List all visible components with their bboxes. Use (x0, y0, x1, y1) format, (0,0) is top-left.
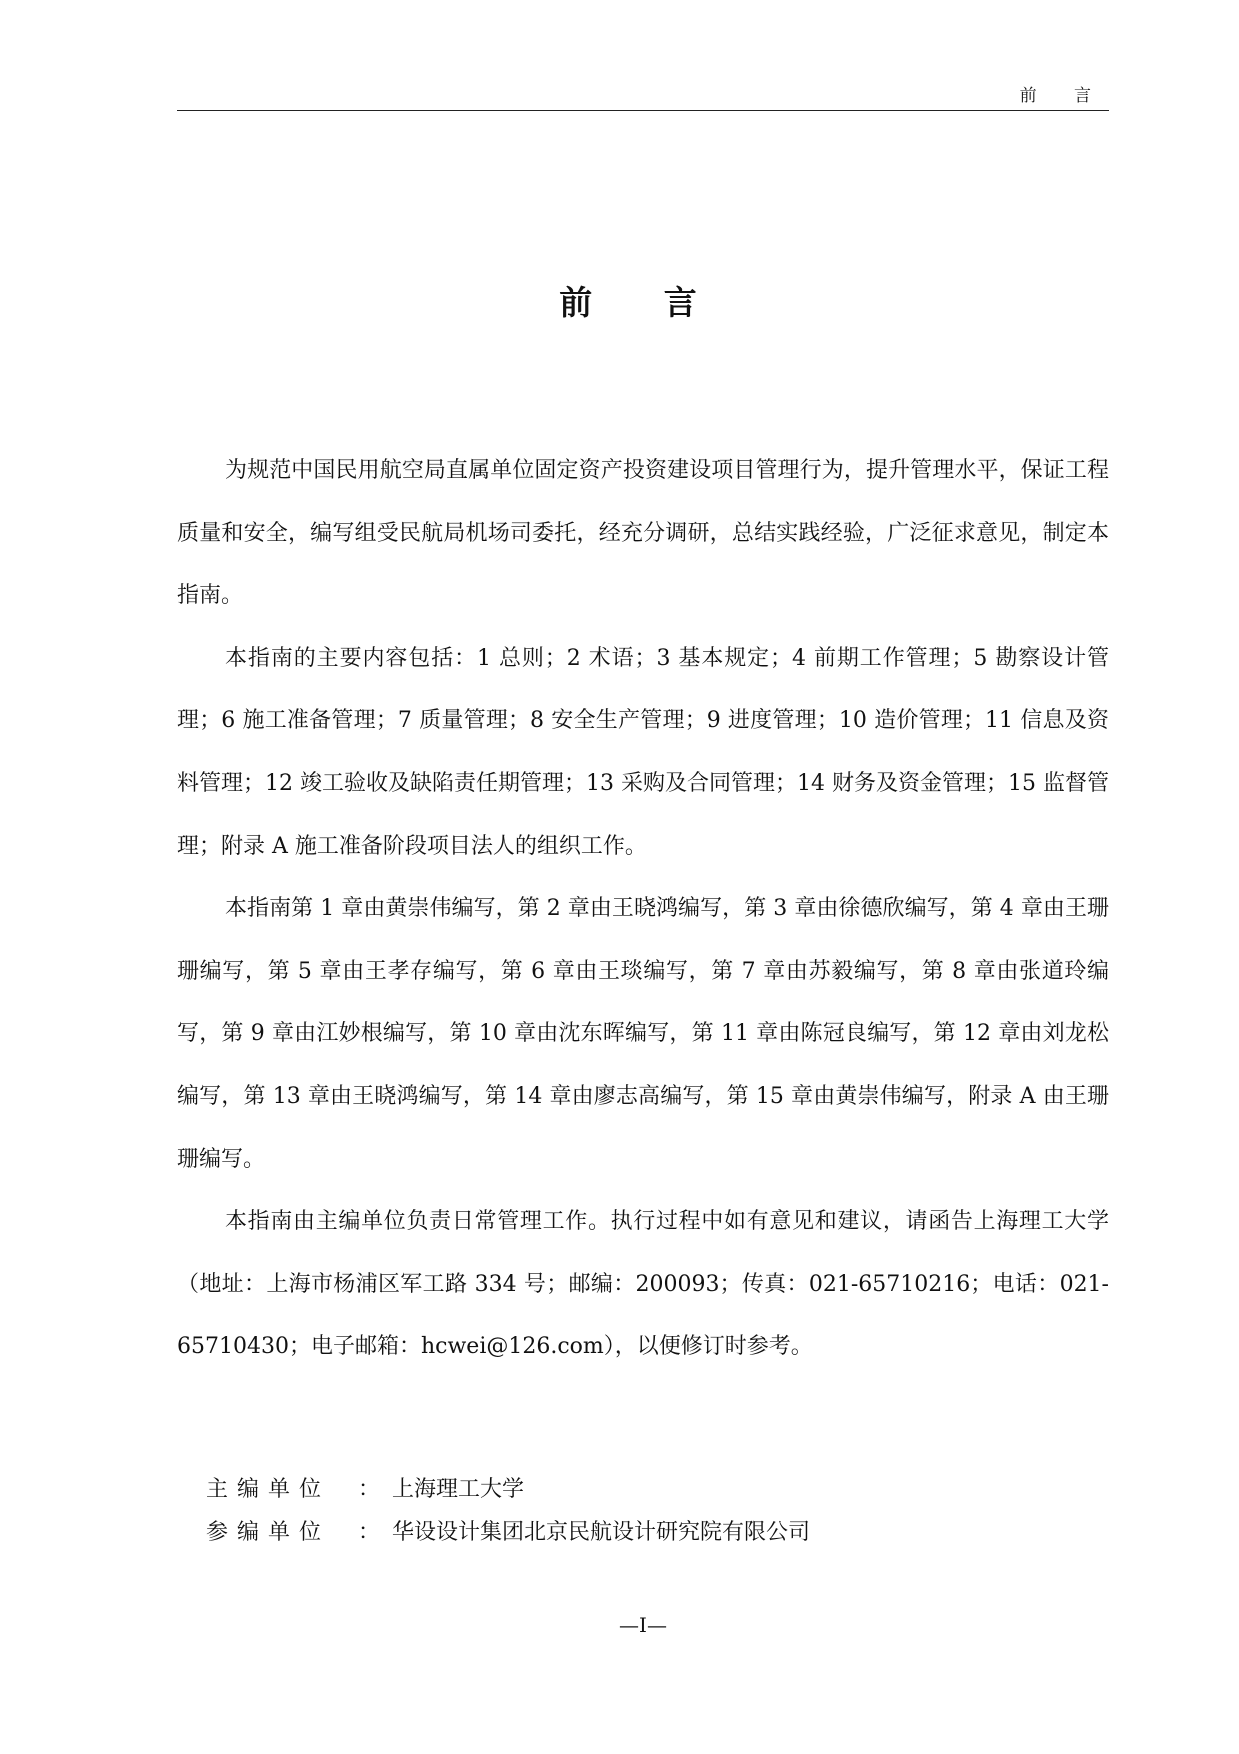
participant-editor-colon: ： (358, 1520, 381, 1545)
page-number: —I— (619, 1613, 667, 1637)
chief-editor-label: 主编单位 (206, 1477, 331, 1502)
editor-units (206, 1468, 1086, 1554)
paragraph-contact: 本指南由主编单位负责日常管理工作。执行过程中如有意见和建议，请函告上海理工大学（地址：上海市杨浦区军工路 334 号；邮编：200093；传真：021-65710216；电话：021-65710430；电子邮箱：hcwei@126.com），以便修订时参考。 (177, 1209, 1109, 1360)
participant-editor-row (206, 1511, 1086, 1554)
paragraph-purpose: 为规范中国民用航空局直属单位固定资产投资建设项目管理行为，提升管理水平，保证工程质量和安全，编写组受民航局机场司委托，经充分调研，总结实践经验，广泛征求意见，制定本指南。 (177, 458, 1109, 609)
running-header (177, 88, 1109, 111)
chief-editor-row (206, 1468, 1086, 1511)
chief-editor-colon: ： (358, 1477, 381, 1502)
page-title: 前 言 (559, 283, 727, 322)
running-header-title: 前 言 (1019, 86, 1107, 106)
paragraph-authors: 本指南第 1 章由黄崇伟编写，第 2 章由王晓鸿编写，第 3 章由徐德欣编写，第 4 章由王珊珊编写，第 5 章由王孝存编写，第 6 章由王琰编写，第 7 章由苏毅编写，第 8 章由张道玲编写，第 9 章由江妙根编写，第 10 章由沈东晖编写，第 11 章由陈冠良编写，第 12 章由刘龙松编写，第 13 章由王晓鸿编写，第 14 章由廖志高编写，第 15 章由黄崇伟编写，附录 A 由王珊珊编写。 (177, 896, 1109, 1172)
paragraph-contents: 本指南的主要内容包括：1 总则；2 术语；3 基本规定；4 前期工作管理；5 勘察设计管理；6 施工准备管理；7 质量管理；8 安全生产管理；9 进度管理；10 造价管理；11 信息及资料管理；12 竣工验收及缺陷责任期管理；13 采购及合同管理；14 财务及资金管理；15 监督管理；附录 A 施工准备阶段项目法人的组织工作。 (177, 645, 1109, 859)
participant-editor-value: 华设设计集团北京民航设计研究院有限公司 (392, 1520, 811, 1545)
chief-editor-value: 上海理工大学 (392, 1477, 525, 1502)
preface-body (177, 440, 1109, 1379)
participant-editor-label: 参编单位 (206, 1520, 331, 1545)
